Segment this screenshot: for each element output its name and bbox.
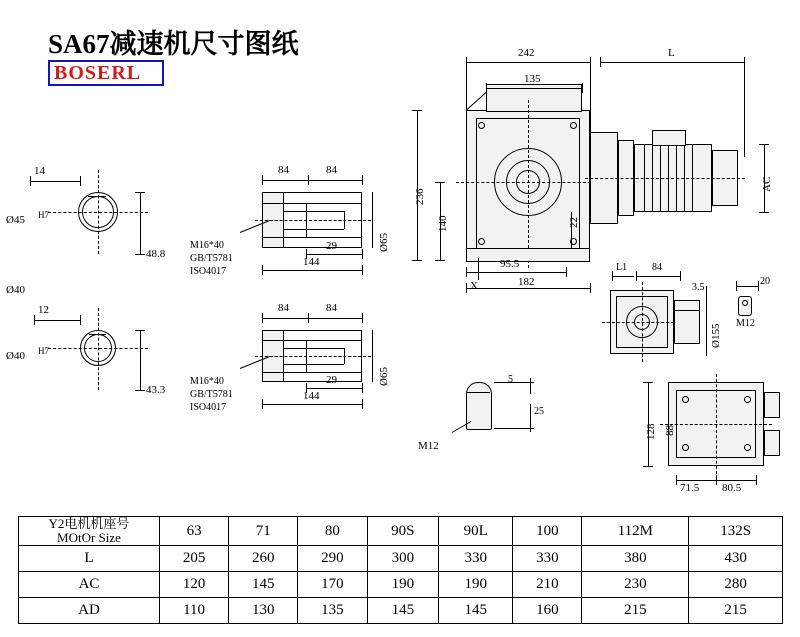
dim-144-bottom: 144 (303, 390, 320, 402)
dim-3-5: 3.5 (692, 282, 705, 293)
dim-5-key: 5 (508, 374, 513, 385)
col-header-1: 71 (229, 517, 298, 546)
cell-L-7: 430 (689, 546, 783, 572)
table-header-row (19, 517, 783, 546)
dim-135: 135 (524, 73, 541, 85)
cell-AD-3: 145 (367, 598, 439, 624)
cell-L-6: 380 (582, 546, 689, 572)
dim-25-key: 25 (534, 406, 544, 417)
dim-L: L (668, 47, 675, 59)
col-header-3: 90S (367, 517, 439, 546)
dim-48-8: 48.8 (146, 248, 166, 260)
cell-L-4: 330 (439, 546, 513, 572)
cell-L-2: 290 (298, 546, 367, 572)
dim-14: 14 (34, 165, 45, 177)
dim-84-c: 84 (278, 302, 289, 314)
brand-label: BOSERL (54, 62, 142, 84)
dim-182: 182 (518, 276, 535, 288)
dim-236: 236 (414, 188, 426, 205)
row-label-L: L (19, 546, 160, 572)
label-bolt-spec-bottom: M16*40 (190, 376, 224, 387)
header-line-2: MOtOr Size (57, 530, 121, 545)
cell-AC-4: 190 (439, 572, 513, 598)
label-AC: AC (761, 176, 773, 192)
dim-L1: L1 (616, 262, 628, 273)
label-dia40-tol: H7 (38, 346, 49, 356)
cell-AD-7: 215 (689, 598, 783, 624)
row-label-AD: AD (19, 598, 160, 624)
col-header-7: 132S (689, 517, 783, 546)
dim-84-b: 84 (326, 164, 337, 176)
dim-29-top: 29 (326, 240, 337, 252)
label-bolt-std-bottom: GB/T5781 (190, 389, 233, 400)
cell-L-0: 205 (160, 546, 229, 572)
cell-AC-2: 170 (298, 572, 367, 598)
label-bolt-iso-bottom: ISO4017 (190, 402, 227, 413)
page-title: SA67减速机尺寸图纸 (48, 29, 299, 59)
table-row (19, 546, 783, 572)
label-dia45: Ø45 (6, 214, 25, 226)
label-bolt-iso-top: ISO4017 (190, 266, 227, 277)
cell-L-1: 260 (229, 546, 298, 572)
table-header-cell (19, 517, 160, 546)
label-dia155: Ø155 (710, 323, 722, 348)
table-row (19, 598, 783, 624)
cell-AC-5: 210 (513, 572, 582, 598)
label-dia65-bottom: Ø65 (378, 367, 390, 386)
dimension-table (18, 516, 783, 624)
col-header-6: 112M (582, 517, 689, 546)
dim-95-5: 95.5 (500, 258, 520, 270)
cell-AC-1: 145 (229, 572, 298, 598)
col-header-5: 100 (513, 517, 582, 546)
cell-AD-6: 215 (582, 598, 689, 624)
dim-12: 12 (38, 304, 49, 316)
dim-80-5: 80.5 (722, 482, 742, 494)
dim-43-3: 43.3 (146, 384, 166, 396)
dim-84-d: 84 (326, 302, 337, 314)
dim-71-5: 71.5 (680, 482, 700, 494)
cell-AD-4: 145 (439, 598, 513, 624)
dim-144-top: 144 (303, 256, 320, 268)
label-dia45-tol: H7 (38, 210, 49, 220)
dim-84-flange: 84 (652, 262, 662, 273)
dim-88: 88 (664, 425, 676, 436)
dim-84-a: 84 (278, 164, 289, 176)
dim-140: 140 (437, 215, 449, 232)
cell-AC-0: 120 (160, 572, 229, 598)
cell-AD-1: 130 (229, 598, 298, 624)
label-dia40-bottom: Ø40 (6, 350, 25, 362)
dim-242: 242 (518, 47, 535, 59)
cell-L-3: 300 (367, 546, 439, 572)
cell-AD-0: 110 (160, 598, 229, 624)
col-header-2: 80 (298, 517, 367, 546)
cell-AC-6: 230 (582, 572, 689, 598)
label-bolt-spec-top: M16*40 (190, 240, 224, 251)
cell-AC-7: 280 (689, 572, 783, 598)
dim-22: 22 (568, 217, 580, 228)
dim-29-bottom: 29 (326, 374, 337, 386)
cell-AD-2: 135 (298, 598, 367, 624)
label-M12-key: M12 (418, 440, 439, 452)
label-M12-flange: M12 (736, 318, 755, 329)
col-header-0: 63 (160, 517, 229, 546)
dim-20: 20 (760, 276, 770, 287)
label-bolt-std-top: GB/T5781 (190, 253, 233, 264)
cell-L-5: 330 (513, 546, 582, 572)
label-X: X (470, 280, 478, 292)
col-header-4: 90L (439, 517, 513, 546)
header-line-1: Y2电机机座号 (48, 516, 130, 531)
table-row (19, 572, 783, 598)
cell-AC-3: 190 (367, 572, 439, 598)
label-dia65-top: Ø65 (378, 233, 390, 252)
row-label-AC: AC (19, 572, 160, 598)
label-dia40: Ø40 (6, 284, 25, 296)
cell-AD-5: 160 (513, 598, 582, 624)
dim-128: 128 (645, 423, 657, 440)
